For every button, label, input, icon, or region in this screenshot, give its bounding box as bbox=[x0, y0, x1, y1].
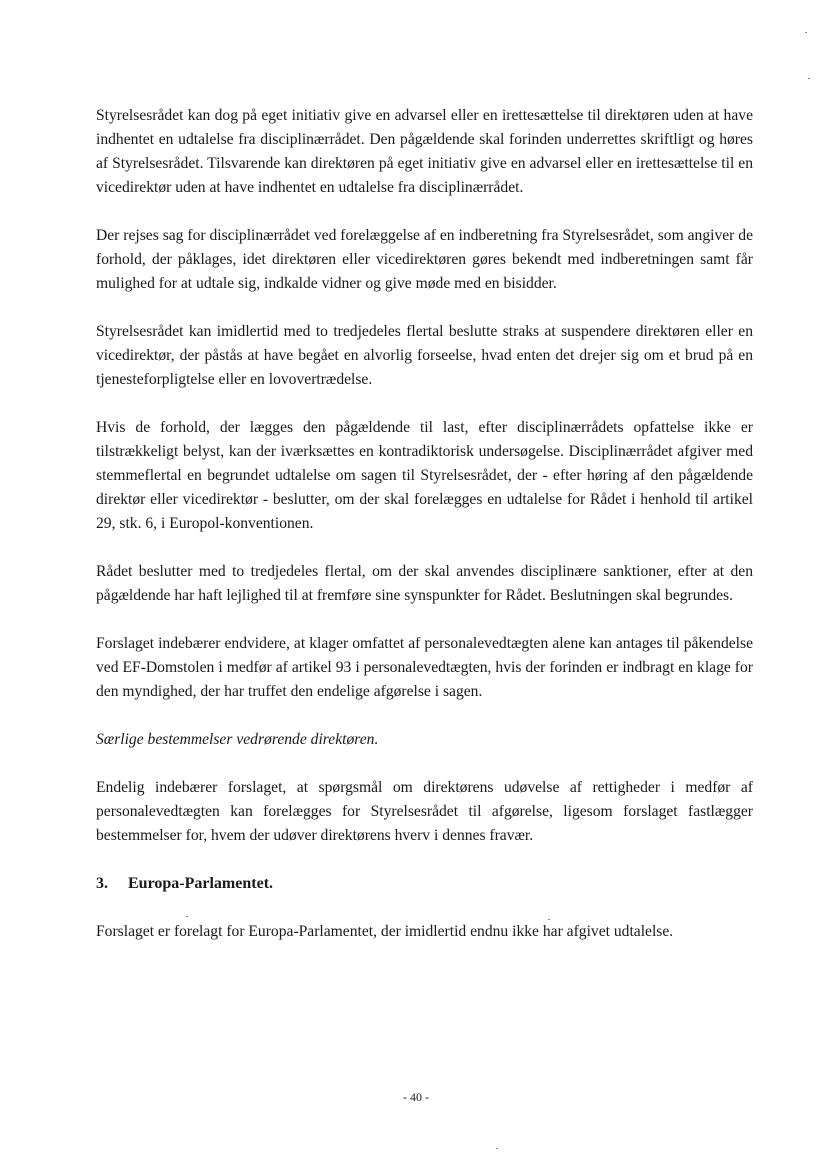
section-number: 3. bbox=[96, 875, 108, 892]
scan-speck bbox=[496, 1148, 498, 1149]
paragraph-2: Der rejses sag for disciplinærrådet ved forelæggelse af en indberetning fra Styrelsesrådet, som angiver de forhold, der påklages, idet direktøren eller vicedirektøren gøres bekendt med indberetningen samt får mulighed for at udtale sig, indkalde vidner og give møde med en bisidder. bbox=[96, 227, 753, 292]
subheading: Særlige bestemmelser vedrørende direktøren. bbox=[96, 731, 379, 748]
scan-speck bbox=[548, 919, 550, 920]
paragraph-7: Endelig indebærer forslaget, at spørgsmål om direktørens udøvelse af rettigheder i medfør af personalevedtægten kan forelægges for Styrelsesrådet til afgørelse, ligesom forslaget fastlægger bestemmelser for, hvem der udøver direktørens hverv i dennes fravær. bbox=[96, 779, 753, 844]
paragraph-3: Styrelsesrådet kan imidlertid med to tredjedeles flertal beslutte straks at suspendere direktøren eller en vicedirektør, der påstås at have begået en alvorlig forseelse, hvad enten det drejer sig om et brud på en tjenesteforpligtelse eller en lovovertrædelse. bbox=[96, 323, 753, 388]
scan-speck bbox=[808, 78, 810, 79]
document-body bbox=[96, 104, 753, 968]
section-heading bbox=[96, 872, 753, 896]
paragraph-5: Rådet beslutter med to tredjedeles flertal, om der skal anvendes disciplinære sanktioner, efter at den pågældende har haft lejlighed til at fremføre sine synspunkter for Rådet. Beslutningen skal begrundes. bbox=[96, 563, 753, 604]
paragraph-6: Forslaget indebærer endvidere, at klager omfattet af personalevedtægten alene kan antages til påkendelse ved EF-Domstolen i medfør af artikel 93 i personalevedtægten, hvis der forinden er indbragt en klage for den myndighed, der har truffet den endelige afgørelse i sagen. bbox=[96, 635, 753, 700]
paragraph-1: Styrelsesrådet kan dog på eget initiativ give en advarsel eller en irettesættelse til direktøren uden at have indhentet en udtalelse fra disciplinærrådet. Den pågældende skal forinden underrettes skriftligt og høres af Styrelsesrådet. Tilsvarende kan direktøren på eget initiativ give en advarsel eller en irettesættelse til en vicedirektør uden at have indhentet en udtalelse fra disciplinærrådet. bbox=[96, 107, 753, 196]
section-title: Europa-Parlamentet. bbox=[128, 875, 274, 892]
final-paragraph: Forslaget er forelagt for Europa-Parlamentet, der imidlertid endnu ikke har afgivet udtalelse. bbox=[96, 923, 674, 940]
page-number: - 40 - bbox=[403, 1090, 429, 1104]
scan-speck bbox=[186, 916, 188, 917]
paragraph-4: Hvis de forhold, der lægges den pågældende til last, efter disciplinærrådets opfattelse ikke er tilstrækkeligt belyst, kan der iværksættes en kontradiktorisk undersøgelse. Disciplinærrådet afgiver med stemmeflertal en begrundet udtalelse om sagen til Styrelsesrådet, der - efter høring af den pågældende direktør eller vicedirektør - beslutter, om der skal forelægges en udtalelse for Rådet i henhold til artikel 29, stk. 6, i Europol-konventionen. bbox=[96, 419, 753, 532]
scan-speck bbox=[805, 32, 807, 33]
